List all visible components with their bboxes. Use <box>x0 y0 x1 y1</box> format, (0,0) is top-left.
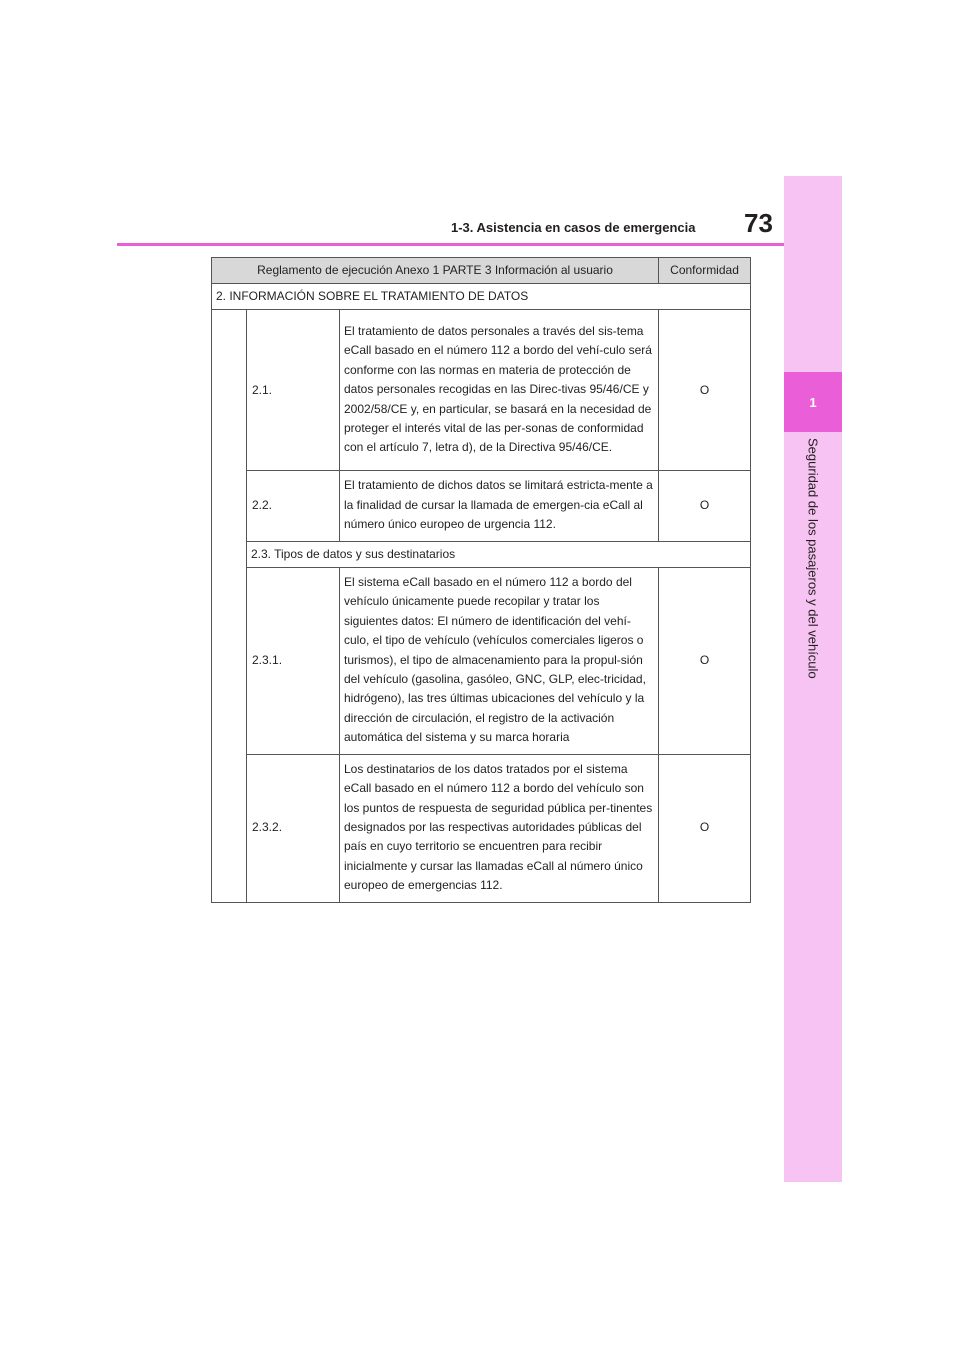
row-text: El tratamiento de dichos datos se limitará estricta-mente a la finalidad de cursar la llamada de emergen-cia eCall al número único europeo de urgencia 112. <box>340 471 659 541</box>
header-regulation: Reglamento de ejecución Anexo 1 PARTE 3 Información al usuario <box>212 258 659 284</box>
row-number: 2.1. <box>247 310 340 471</box>
table-row <box>212 754 751 902</box>
row-text: El tratamiento de datos personales a través del sis-tema eCall basado en el número 112 a bordo del vehí-culo será conforme con las normas en materia de protección de datos personales recogidas en las Direc-tivas 95/46/CE y 2002/58/CE y, en particular, se basará en la necesidad de proteger el interés vital de las per-sonas de conformidad con el artículo 7, letra d), de la Directiva 95/46/CE. <box>340 310 659 471</box>
header-conformity: Conformidad <box>659 258 751 284</box>
section-title: 1-3. Asistencia en casos de emergencia <box>451 220 696 235</box>
row-conformity: O <box>659 754 751 902</box>
section-row <box>212 541 751 567</box>
table-header-row <box>212 258 751 284</box>
table-row <box>212 568 751 755</box>
row-number: 2.2. <box>247 471 340 541</box>
row-conformity: O <box>659 310 751 471</box>
page-number: 73 <box>744 208 773 238</box>
row-conformity: O <box>659 471 751 541</box>
regulation-table <box>211 257 751 903</box>
chapter-number: 1 <box>784 372 842 432</box>
header-rule <box>117 243 784 246</box>
row-text: El sistema eCall basado en el número 112 a bordo del vehículo únicamente puede recopilar y tratar los siguientes datos: El número de identificación del vehí-culo, el tipo de vehículo (vehículos comerciales ligeros o turismos), el tipo de almacenamiento para la propul-sión del vehículo (gasolina, gasóleo, GNC, GLP, elec-tricidad, hidrógeno), las tres últimas ubicaciones del vehículo y la dirección de circulación, el registro de la activación automática del sistema y su marca horaria <box>340 568 659 755</box>
indent-cell <box>212 310 247 902</box>
table-row <box>212 310 751 471</box>
chapter-title-container <box>784 432 842 732</box>
row-conformity: O <box>659 568 751 755</box>
section-2-3-title: 2.3. Tipos de datos y sus destinatarios <box>247 541 751 567</box>
section-row <box>212 284 751 310</box>
row-number: 2.3.1. <box>247 568 340 755</box>
row-number: 2.3.2. <box>247 754 340 902</box>
chapter-title: Seguridad de los pasajeros y del vehículo <box>805 438 821 679</box>
table-row <box>212 471 751 541</box>
section-2-title: 2. INFORMACIÓN SOBRE EL TRATAMIENTO DE DATOS <box>212 284 751 310</box>
row-text: Los destinatarios de los datos tratados por el sistema eCall basado en el número 112 a bordo del vehículo son los puntos de respuesta de seguridad pública per-tinentes designados por las respectivas autoridades públicas del país en cuyo territorio se encuentren para recibir inicialmente y cursar las llamadas eCall al número único europeo de emergencias 112. <box>340 754 659 902</box>
